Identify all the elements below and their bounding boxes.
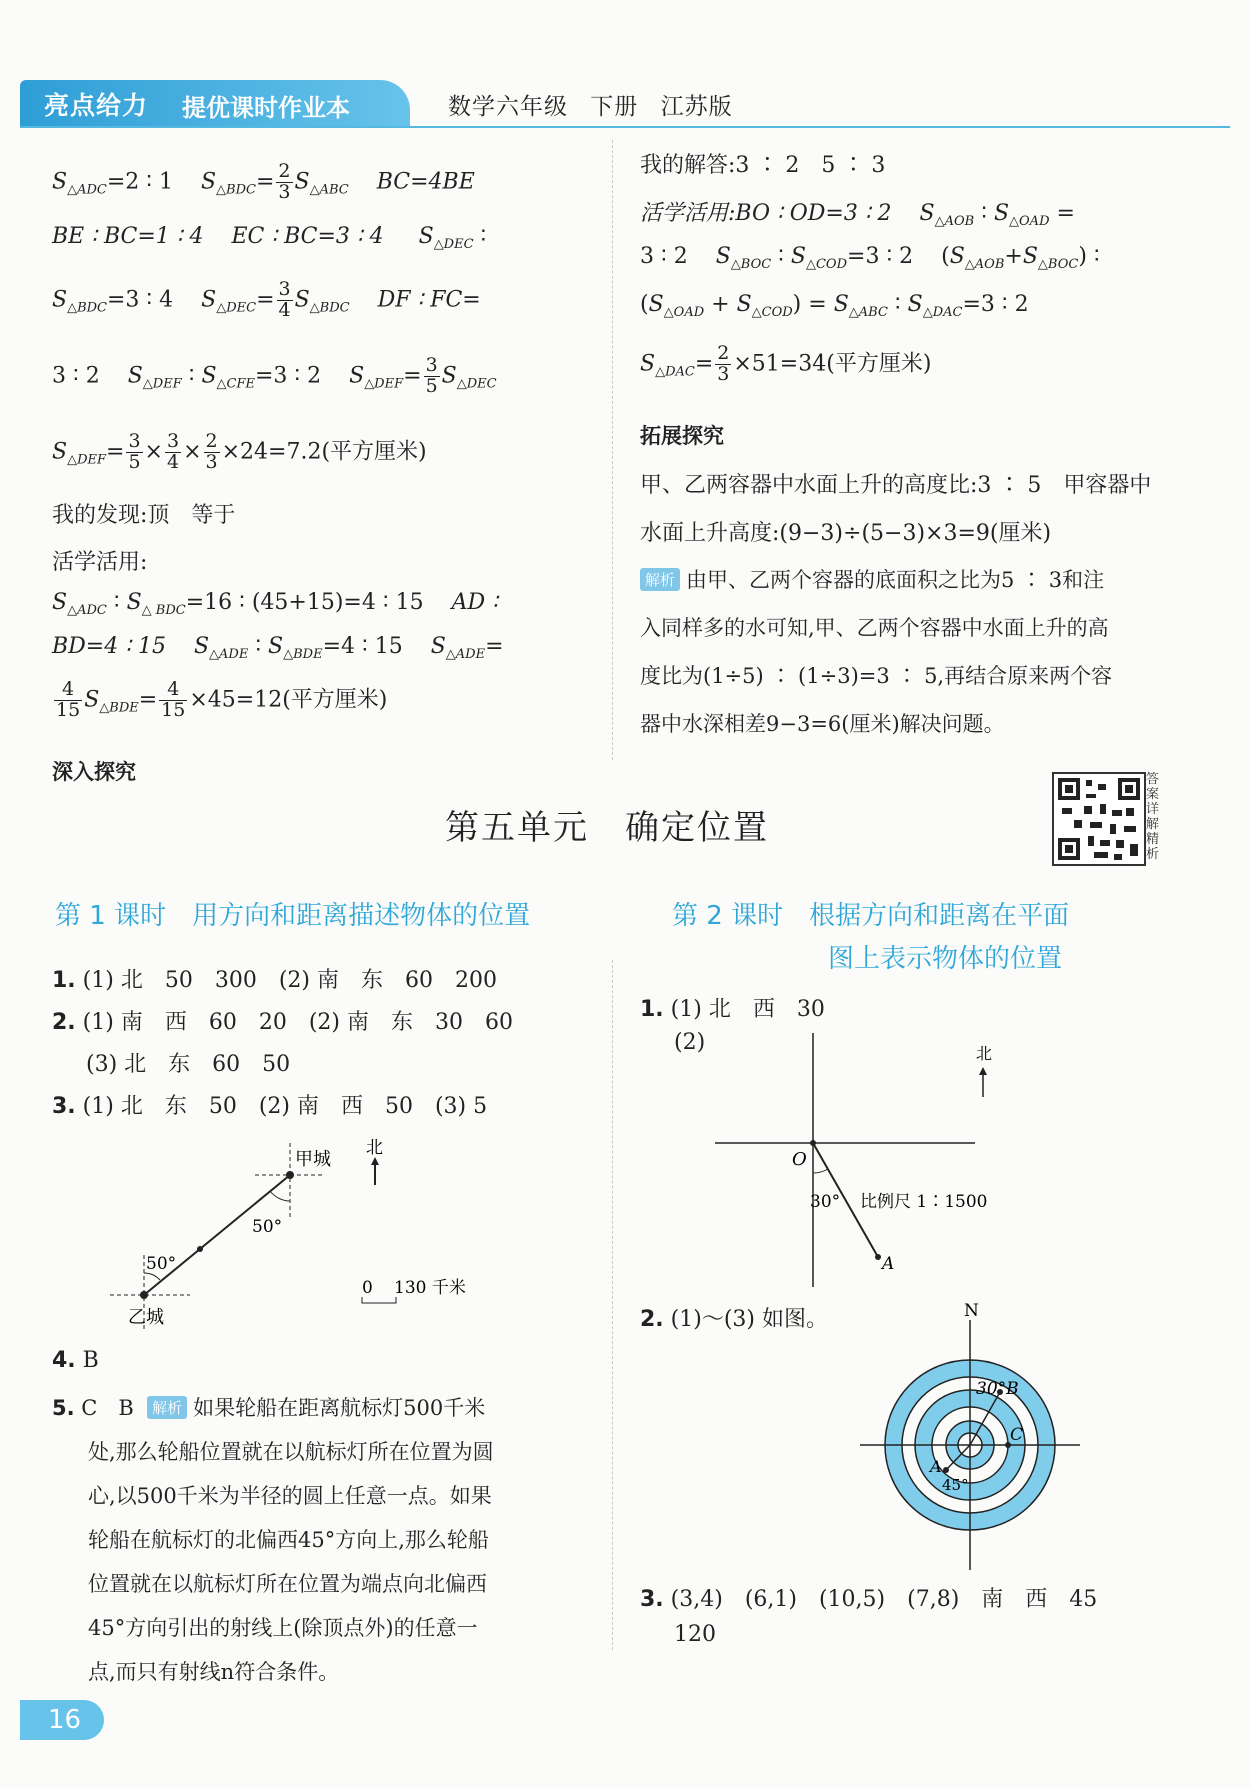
right-line-2: 活学活用:BO ∶ OD=3 ∶ 2 $S_{\triangle AOB}$ ∶ $S_{\triangle OAD}$ = [640, 201, 1075, 229]
angle-label: 45° [942, 1476, 969, 1494]
right-line-3: 3 ∶ 2 $S_{\triangle BOC}$ ∶ $S_{\triangle COD}=3$ ∶ 2 $(S_{\triangle AOB}+S_{\triangle BOC})$ ∶ [640, 244, 1100, 272]
left-line-8: $S_{\triangle ADC}$ ∶ $S_{\triangle BDC}=16$ ∶ (45+15)=4 ∶ 15 AD ∶ [52, 590, 498, 618]
l1-q4: 4. B [52, 1348, 99, 1373]
angle-arc-yi [144, 1273, 160, 1280]
scale-label: 比例尺 1∶1500 [860, 1192, 988, 1212]
l1-q2b: (3) 北 东 60 50 [86, 1052, 291, 1077]
expand-line-4: 入同样多的水可知,甲、乙两个容器中水面上升的高 [640, 616, 1109, 640]
expand-line-2: 水面上升高度:(9−3)÷(5−3)×3=9(厘米) [640, 521, 1052, 546]
c-label: C [1010, 1425, 1024, 1445]
expand-line-3: 解析 由甲、乙两个容器的底面积之比为5 ∶ 3和注 [640, 564, 1104, 594]
left-line-9: BD=4 ∶ 15 $S_{\triangle ADE}$ ∶ $S_{\triangle BDE}=4$ ∶ 15 $S_{\triangle ADE}=$ [52, 634, 504, 662]
l1-q5-line5: 位置就在以航标灯所在位置为端点向北偏西 [88, 1572, 487, 1596]
l2-q2: 2. (1)～(3) 如图。 [640, 1307, 828, 1332]
lesson2-title-2: 图上表示物体的位置 [828, 944, 1063, 974]
north-label: 北 [976, 1044, 993, 1063]
point-a [943, 1467, 949, 1473]
expand-line-1: 甲、乙两容器中水面上升的高度比:3 ∶ 5 甲容器中 [640, 473, 1152, 498]
l2-q1b: (2) [674, 1030, 706, 1055]
left-line-5: $S_{\triangle DEF}=$ $\frac{3}{5}$ × $\frac{3}{4}$ × $\frac{2}{3}$ ×24=7.2(平方厘米) [52, 430, 427, 473]
l1-q5-line7: 点,而只有射线n符合条件。 [88, 1660, 340, 1684]
l1-q5-line2: 处,那么轮船位置就在以航标灯所在位置为圆 [88, 1440, 494, 1464]
left-line-3: $S_{\triangle BDC}=3$ ∶ 4 $S_{\triangle DEC}=$ $\frac{3}{4}$ $S_{\triangle BDC}$ DF ∶ FC= [52, 278, 481, 321]
header-brand: 亮点给力 [44, 91, 149, 120]
north-label: N [964, 1301, 979, 1321]
lesson2-title-1: 第 2 课时 根据方向和距离在平面 [672, 901, 1070, 931]
right-answer: 我的解答:3 ∶ 2 5 ∶ 3 [640, 153, 886, 178]
point-a [875, 1254, 881, 1260]
b-label: 30°B [976, 1379, 1019, 1399]
l1-q3: 3. (1) 北 东 50 (2) 南 西 50 (3) 5 [52, 1094, 488, 1119]
angle-label-yi: 50° [146, 1254, 177, 1274]
route-mark [197, 1246, 203, 1252]
l1-q5-line3: 心,以500千米为半径的圆上任意一点。如果 [88, 1484, 492, 1508]
angle-label-jia: 50° [252, 1217, 283, 1237]
l2-q3b: 120 [674, 1622, 716, 1647]
position-diagram [700, 1025, 1030, 1295]
column-divider [612, 960, 614, 1650]
analysis-tag: 解析 [147, 1396, 187, 1419]
header-info: 数学六年级 下册 江苏版 [448, 94, 733, 120]
l1-q2: 2. (1) 南 西 60 20 (2) 南 东 30 60 [52, 1010, 513, 1035]
l2-q1: 1. (1) 北 西 30 [640, 997, 825, 1022]
header-subtitle: 提优课时作业本 [182, 94, 350, 122]
expand-line-5: 度比为(1÷5) ∶ (1÷3)=3 ∶ 5,再结合原来两个容 [640, 664, 1113, 688]
ring-diagram [850, 1300, 1090, 1580]
l1-q1: 1. (1) 北 50 300 (2) 南 东 60 200 [52, 968, 497, 993]
apply-line: 活学活用: [52, 550, 148, 575]
angle-arc [813, 1169, 828, 1173]
deep-heading: 深入探究 [52, 760, 136, 784]
expand-line-6: 器中水深相差9−3=6(厘米)解决问题。 [640, 712, 1005, 736]
qr-code[interactable] [1052, 772, 1146, 866]
l2-q3: 3. (3,4) (6,1) (10,5) (7,8) 南 西 45 [640, 1587, 1098, 1612]
left-line-10: $\frac{4}{15}$ $S_{\triangle BDE}=$ $\frac{4}{15}$ ×45=12(平方厘米) [56, 678, 388, 721]
angle-arc-jia [270, 1191, 290, 1201]
left-line-2: BE ∶ BC=1 ∶ 4 EC ∶ BC=3 ∶ 4 $S_{\triangle DEC}$ ∶ [52, 224, 487, 252]
unit-title: 第五单元 确定位置 [445, 808, 769, 848]
qr-label: 答案详解精析 [1146, 772, 1160, 862]
route-diagram [100, 1135, 520, 1335]
left-line-4: 3 ∶ 2 $S_{\triangle DEF}$ ∶ $S_{\triangle CFE}=3$ ∶ 2 $S_{\triangle DEF}=$ $\frac{3}{5}$ $S_{\triangle DEC}$ [52, 354, 497, 397]
origin-label: O [792, 1149, 807, 1170]
scale-zero: 0 [362, 1278, 373, 1298]
origin-point [810, 1140, 816, 1146]
angle-label: 30° [810, 1192, 841, 1212]
scale-label: 130 千米 [394, 1278, 466, 1298]
right-line-5: $S_{\triangle DAC}=$ $\frac{2}{3}$ ×51=34(平方厘米) [640, 342, 932, 385]
l1-q5-line6: 45°方向引出的射线上(除顶点外)的任意一 [88, 1616, 478, 1640]
a-label: A [882, 1254, 895, 1274]
yi-city-label: 乙城 [128, 1307, 164, 1328]
jia-city-label: 甲城 [295, 1149, 331, 1170]
discovery-line: 我的发现:顶 等于 [52, 503, 236, 528]
right-line-4: $(S_{\triangle OAD} + S_{\triangle COD}) = S_{\triangle ABC}$ ∶ $S_{\triangle DAC}=3$ ∶ 2 [640, 292, 1029, 320]
column-divider [612, 140, 614, 760]
l1-q5: 5. C B 解析 如果轮船在距离航标灯500千米 [52, 1396, 486, 1420]
lesson1-title: 第 1 课时 用方向和距离描述物体的位置 [55, 901, 531, 931]
north-arrow-head [979, 1067, 987, 1075]
expand-heading: 拓展探究 [640, 424, 724, 448]
a-label: A [930, 1457, 942, 1476]
north-arrow-head [371, 1157, 379, 1165]
north-label: 北 [366, 1138, 383, 1158]
left-line-1: $S_{\triangle ADC}=2$ ∶ 1 $S_{\triangle BDC}=$ $\frac{2}{3}$ $S_{\triangle ABC}$ BC=4BE [52, 160, 475, 203]
l1-q5-line4: 轮船在航标灯的北偏西45°方向上,那么轮船 [88, 1528, 489, 1552]
analysis-tag: 解析 [640, 568, 680, 591]
page-number: 16 [20, 1700, 104, 1740]
